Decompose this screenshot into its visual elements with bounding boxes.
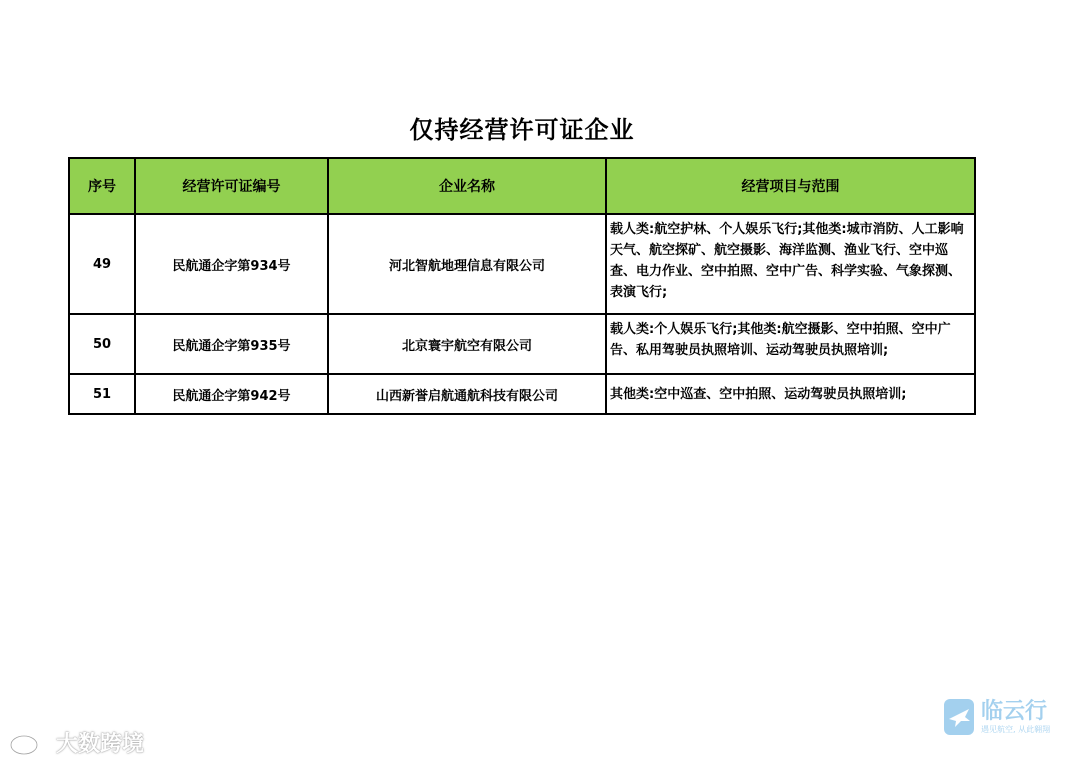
row-number: 51 bbox=[69, 374, 135, 414]
document-title: 仅持经营许可证企业 bbox=[409, 116, 635, 144]
column-header-business-scope: 经营项目与范围 bbox=[606, 158, 975, 214]
table-row bbox=[69, 374, 975, 414]
table-header-row bbox=[69, 158, 975, 214]
company-name: 北京寰宇航空有限公司 bbox=[328, 314, 606, 374]
table-row bbox=[69, 214, 975, 314]
watermark-left-text: 大数跨境 bbox=[56, 731, 145, 757]
company-name: 河北智航地理信息有限公司 bbox=[328, 214, 606, 314]
column-header-company-name: 企业名称 bbox=[328, 158, 606, 214]
row-number: 49 bbox=[69, 214, 135, 314]
weibo-logo-icon bbox=[8, 728, 50, 756]
business-scope: 载人类:航空护林、个人娱乐飞行;其他类:城市消防、人工影响天气、航空探矿、航空摄影、海洋监测、渔业飞行、空中巡查、电力作业、空中拍照、空中广告、科学实验、气象探测、表演飞行; bbox=[606, 214, 975, 314]
permit-number: 民航通企字第935号 bbox=[135, 314, 328, 374]
column-header-permit-number: 经营许可证编号 bbox=[135, 158, 328, 214]
row-number: 50 bbox=[69, 314, 135, 374]
permit-table bbox=[68, 157, 976, 415]
business-scope: 其他类:空中巡查、空中拍照、运动驾驶员执照培训; bbox=[606, 374, 975, 414]
permit-number: 民航通企字第934号 bbox=[135, 214, 328, 314]
table-row bbox=[69, 314, 975, 374]
watermark-right bbox=[943, 697, 1050, 737]
column-header-no: 序号 bbox=[69, 158, 135, 214]
permit-number: 民航通企字第942号 bbox=[135, 374, 328, 414]
watermark-right-name: 临云行 bbox=[981, 699, 1048, 724]
plane-logo-icon bbox=[943, 697, 975, 737]
company-name: 山西新誉启航通航科技有限公司 bbox=[328, 374, 606, 414]
watermark-left bbox=[8, 727, 144, 757]
business-scope: 载人类:个人娱乐飞行;其他类:航空摄影、空中拍照、空中广告、私用驾驶员执照培训、运动驾驶员执照培训; bbox=[606, 314, 975, 374]
watermark-right-slogan: 遇见航空, 从此翱翔 bbox=[981, 725, 1051, 734]
